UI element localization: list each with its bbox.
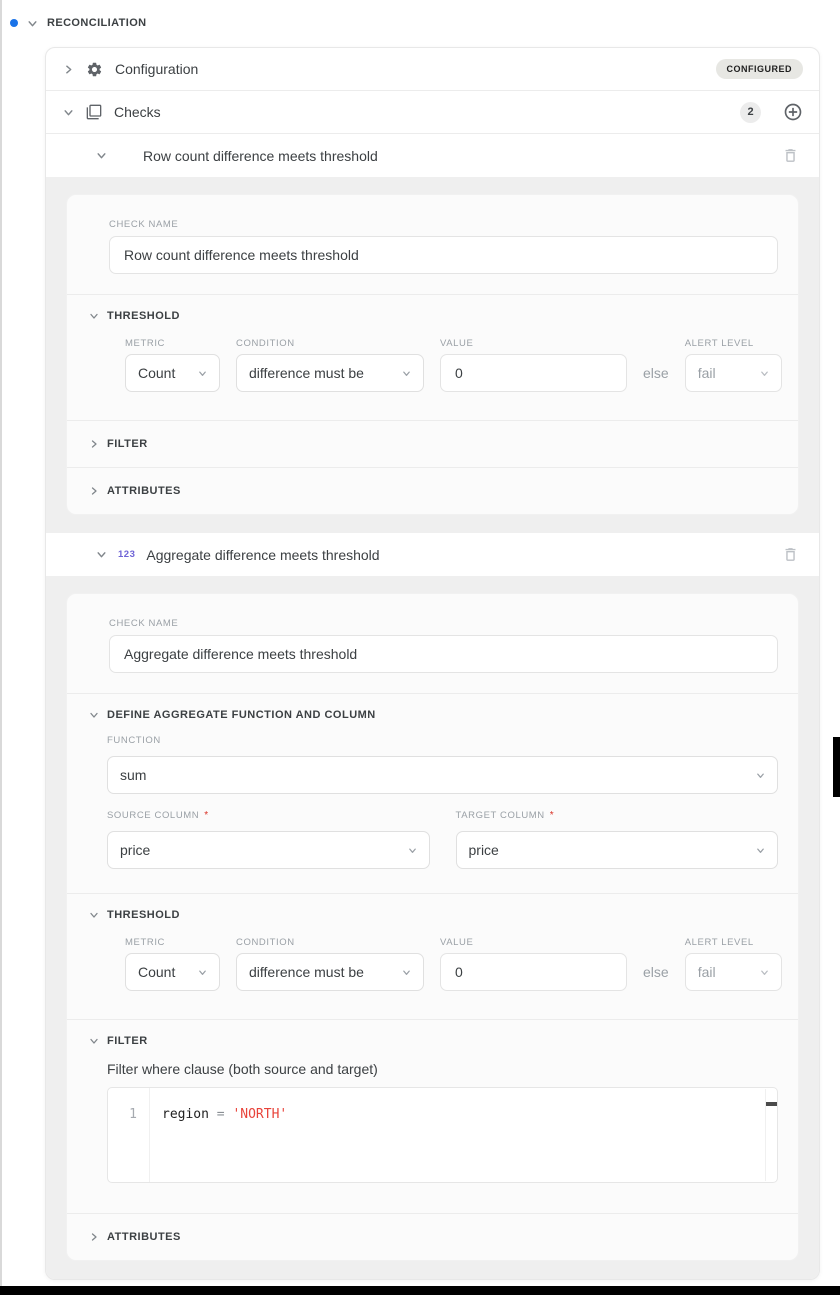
threshold-fields — [125, 937, 778, 991]
chevron-down-icon — [198, 968, 207, 977]
chevron-down-icon — [760, 968, 769, 977]
checks-row[interactable] — [46, 91, 819, 134]
filter-header[interactable] — [89, 1035, 778, 1047]
check-name-label: CHECK NAME — [109, 219, 179, 230]
value-input[interactable] — [440, 953, 627, 991]
chevron-down-icon[interactable] — [89, 311, 99, 321]
metric-field — [125, 937, 220, 991]
value-field — [440, 338, 627, 392]
metric-value: Count — [138, 964, 176, 980]
check-name-section — [67, 195, 798, 294]
chevron-down-icon[interactable] — [89, 910, 99, 920]
chevron-down-icon[interactable] — [96, 150, 107, 161]
value-field — [440, 937, 627, 991]
page-title: RECONCILIATION — [47, 17, 147, 29]
delete-check-button[interactable] — [782, 546, 799, 563]
configuration-row[interactable] — [46, 48, 819, 91]
metric-field — [125, 338, 220, 392]
editor-code-line[interactable] — [150, 1088, 777, 1182]
delete-check-button[interactable] — [782, 147, 799, 164]
alert-level-field — [685, 338, 782, 392]
editor-scrollbar-marker — [766, 1102, 777, 1106]
target-column-select[interactable] — [456, 831, 779, 869]
condition-value: difference must be — [249, 964, 364, 980]
condition-label: CONDITION — [236, 338, 295, 349]
source-column-label: SOURCE COLUMN * — [107, 810, 209, 821]
chevron-right-icon[interactable] — [63, 64, 74, 75]
chevron-down-icon[interactable] — [96, 549, 107, 560]
check-header[interactable] — [46, 533, 819, 576]
chevron-down-icon — [756, 846, 765, 855]
check-name-input[interactable] — [109, 236, 778, 274]
threshold-title: THRESHOLD — [107, 310, 180, 322]
condition-select[interactable] — [236, 953, 424, 991]
condition-value: difference must be — [249, 365, 364, 381]
checks-count-badge: 2 — [740, 102, 761, 123]
chevron-down-icon[interactable] — [89, 710, 99, 720]
threshold-section — [67, 294, 798, 420]
check-name-input[interactable] — [109, 635, 778, 673]
chevron-down-icon[interactable] — [27, 18, 38, 29]
filter-title: FILTER — [107, 438, 148, 450]
chevron-down-icon[interactable] — [89, 1036, 99, 1046]
alert-level-select[interactable] — [685, 354, 782, 392]
configured-badge: CONFIGURED — [716, 59, 804, 79]
required-asterisk: * — [549, 810, 555, 821]
chevron-right-icon[interactable] — [89, 486, 99, 496]
aggregate-section — [67, 693, 798, 893]
aggregate-fields — [107, 735, 778, 869]
filter-section — [67, 1019, 798, 1213]
alert-level-value: fail — [697, 365, 716, 381]
reconciliation-header — [10, 17, 147, 29]
target-column-value: price — [468, 842, 499, 858]
else-label: else — [643, 964, 669, 980]
code-string: 'NORTH' — [232, 1107, 288, 1122]
threshold-title: THRESHOLD — [107, 909, 180, 921]
chevron-down-icon — [402, 369, 411, 378]
aggregate-header[interactable] — [89, 709, 778, 721]
required-asterisk: * — [204, 810, 209, 821]
code-identifier: region — [162, 1107, 209, 1122]
value-input[interactable] — [440, 354, 627, 392]
source-column-value: price — [120, 842, 151, 858]
row-count-check-icon — [118, 150, 132, 161]
reconciliation-card — [45, 47, 820, 1280]
target-column-field — [456, 810, 779, 869]
alert-level-label: ALERT LEVEL — [684, 338, 754, 349]
chevron-down-icon — [408, 846, 417, 855]
add-check-button[interactable] — [783, 102, 803, 122]
attributes-title: ATTRIBUTES — [107, 485, 181, 497]
chevron-down-icon[interactable] — [63, 107, 74, 118]
aggregate-title: DEFINE AGGREGATE FUNCTION AND COLUMN — [107, 709, 376, 721]
alert-level-label: ALERT LEVEL — [684, 937, 754, 948]
condition-field — [236, 937, 424, 991]
chevron-down-icon — [402, 968, 411, 977]
value-label: VALUE — [440, 338, 474, 349]
check-title: Row count difference meets threshold — [143, 147, 378, 164]
chevron-down-icon — [760, 369, 769, 378]
filter-title: FILTER — [107, 1035, 148, 1047]
metric-label: METRIC — [125, 937, 166, 948]
editor-line-numbers: 1 — [108, 1088, 150, 1182]
right-edge-scrollbar[interactable] — [833, 737, 840, 797]
else-label: else — [643, 365, 669, 381]
numeric-check-icon: 123 — [118, 549, 136, 560]
status-dot — [10, 19, 18, 27]
alert-level-value: fail — [697, 964, 716, 980]
check-title: Aggregate difference meets threshold — [146, 546, 380, 563]
check-body — [46, 177, 819, 533]
alert-level-select[interactable] — [685, 953, 782, 991]
chevron-right-icon[interactable] — [89, 1232, 99, 1242]
threshold-header[interactable] — [89, 310, 778, 322]
condition-select[interactable] — [236, 354, 424, 392]
condition-label: CONDITION — [236, 937, 295, 948]
check-form-card — [66, 194, 799, 515]
configuration-label: Configuration — [115, 61, 199, 77]
value-label: VALUE — [440, 937, 474, 948]
chevron-right-icon[interactable] — [89, 439, 99, 449]
gear-icon — [86, 61, 103, 78]
metric-value: Count — [138, 365, 176, 381]
threshold-section — [67, 893, 798, 1019]
checks-label: Checks — [114, 104, 161, 120]
sql-code-editor[interactable] — [107, 1087, 778, 1183]
window-left-edge — [0, 0, 2, 1286]
metric-select[interactable] — [125, 354, 220, 392]
stack-icon — [86, 104, 102, 120]
threshold-header[interactable] — [89, 909, 778, 921]
source-column-field — [107, 810, 430, 869]
attributes-section-collapsed[interactable] — [67, 467, 798, 514]
threshold-fields — [125, 338, 778, 392]
check-name-label: CHECK NAME — [109, 618, 179, 629]
chevron-down-icon — [198, 369, 207, 378]
function-select[interactable] — [107, 756, 778, 794]
check-header[interactable] — [46, 134, 819, 177]
function-field — [107, 735, 778, 794]
function-label: FUNCTION — [107, 735, 161, 746]
metric-select[interactable] — [125, 953, 220, 991]
code-operator: = — [216, 1107, 225, 1122]
alert-level-field — [685, 937, 782, 991]
attributes-section-collapsed[interactable] — [67, 1213, 798, 1260]
condition-field — [236, 338, 424, 392]
target-column-label: TARGET COLUMN * — [455, 810, 555, 821]
metric-label: METRIC — [125, 338, 166, 349]
editor-scrollbar[interactable] — [765, 1089, 776, 1181]
source-column-select[interactable] — [107, 831, 430, 869]
attributes-title: ATTRIBUTES — [107, 1231, 181, 1243]
filter-description: Filter where clause (both source and target) — [107, 1061, 378, 1077]
chevron-down-icon — [756, 771, 765, 780]
bottom-black-bar — [0, 1286, 840, 1295]
check-body — [46, 576, 819, 1279]
function-value: sum — [120, 767, 147, 783]
check-form-card — [66, 593, 799, 1261]
filter-content — [107, 1061, 778, 1183]
filter-section-collapsed[interactable] — [67, 420, 798, 467]
check-name-section — [67, 594, 798, 693]
